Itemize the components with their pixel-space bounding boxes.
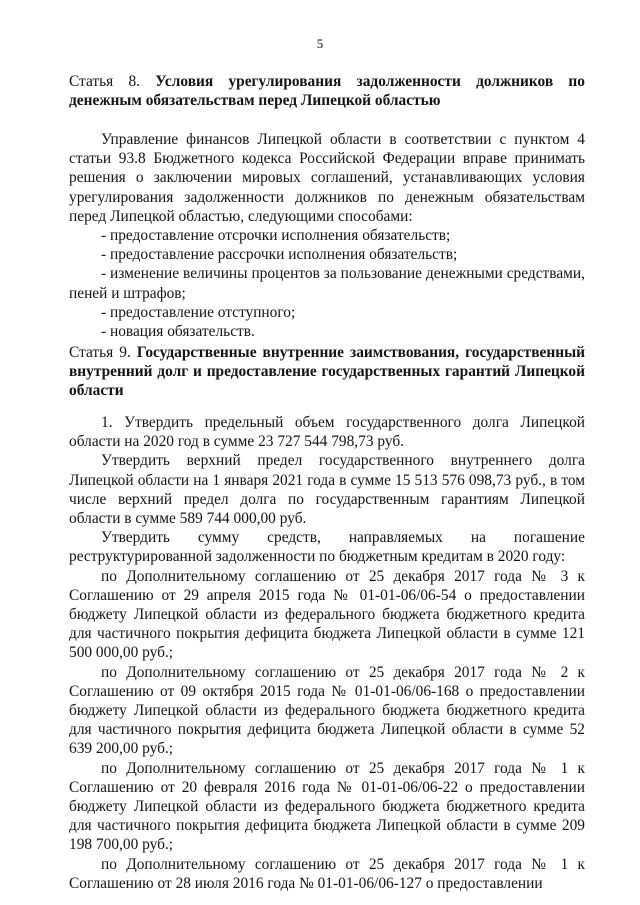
list-item: - предоставление отступного; (101, 303, 296, 321)
article-8-title: Условия урегулирования задолженности должников по денежным обязательствам перед Липецкой областью (69, 73, 585, 110)
agreement-item: по Дополнительному соглашению от 25 декабря 2017 года № 1 к Соглашению от 28 июля 2016 года № 01-01-06/06-127 о предоставлении (69, 855, 585, 892)
agreement-item: по Дополнительному соглашению от 25 декабря 2017 года № 2 к Соглашению от 09 октября 2015 года № 01-01-06/06-168 о предоставлении бюджету Липецкой области из федерального бюджета бюджетного кредита для частичного покрытия дефицита бюджета Липецкой области в сумме 52 639 200,00 руб.; (69, 663, 585, 758)
article-8-body (69, 130, 585, 341)
paragraph-debt-limit: 1. Утвердить предельный объем государственного долга Липецкой области на 2020 год в сумме 23 727 544 798,73 руб. (69, 414, 585, 451)
word: на (470, 529, 486, 547)
article-9-title: Государственные внутренние заимствования, государственный внутренний долг и предоставление государственных гарантий Липецкой области (69, 344, 585, 400)
word: средств, (267, 529, 321, 547)
list-item: - изменение величины процентов за пользование денежными средствами, пеней и штрафов; (69, 265, 585, 302)
list-item: - предоставление отсрочки исполнения обязательств; (101, 227, 451, 245)
agreement-item: по Дополнительному соглашению от 25 декабря 2017 года № 1 к Соглашению от 20 февраля 2016 года № 01-01-06/06-22 о предоставлении бюджету Липецкой области из федерального бюджета бюджетного кредита для частичного покрытия дефицита бюджета Липецкой области в сумме 209 198 700,00 руб.; (69, 759, 585, 854)
article-9-body (69, 413, 585, 893)
article-8-heading (69, 72, 585, 110)
article-9-heading (69, 343, 585, 401)
word: сумму (197, 529, 240, 547)
list-item: - предоставление рассрочки исполнения обязательств; (101, 246, 458, 264)
paragraph-upper-limit: Утвердить верхний предел государственного внутреннего долга Липецкой области на 1 января 2021 года в сумме 15 513 576 098,73 руб., в том числе верхний предел долга по государственным гарантиям Липецкой области в сумме 589 744 000,00 руб. (69, 452, 585, 528)
word: погашение (513, 529, 585, 547)
article-8-label: Статья 8. (69, 73, 141, 90)
word: Утвердить (101, 529, 170, 547)
article-8-intro: Управление финансов Липецкой области в соответствии с пунктом 4 статьи 93.8 Бюджетного кодекса Российской Федерации вправе принимать решения о заключении мировых соглашений, устанавливающих условия урегулирования задолженности должников по денежным обязательствам перед Липецкой областью, следующими способами: (69, 131, 585, 225)
list-item: - новация обязательств. (101, 323, 255, 341)
article-9-label: Статья 9. (69, 344, 131, 361)
agreement-item: по Дополнительному соглашению от 25 декабря 2017 года № 3 к Соглашению от 29 апреля 2015 года № 01-01-06/06-54 о предоставлении бюджету Липецкой области из федерального бюджета бюджетного кредита для частичного покрытия дефицита бюджета Липецкой области в сумме 121 500 000,00 руб.; (69, 567, 585, 662)
page-number: 5 (316, 36, 324, 51)
paragraph-repayment-rest: реструктурированной задолженности по бюджетным кредитам в 2020 году: (69, 548, 566, 566)
paragraph-repayment-first-line (69, 528, 585, 547)
word: направляемых (348, 529, 443, 547)
